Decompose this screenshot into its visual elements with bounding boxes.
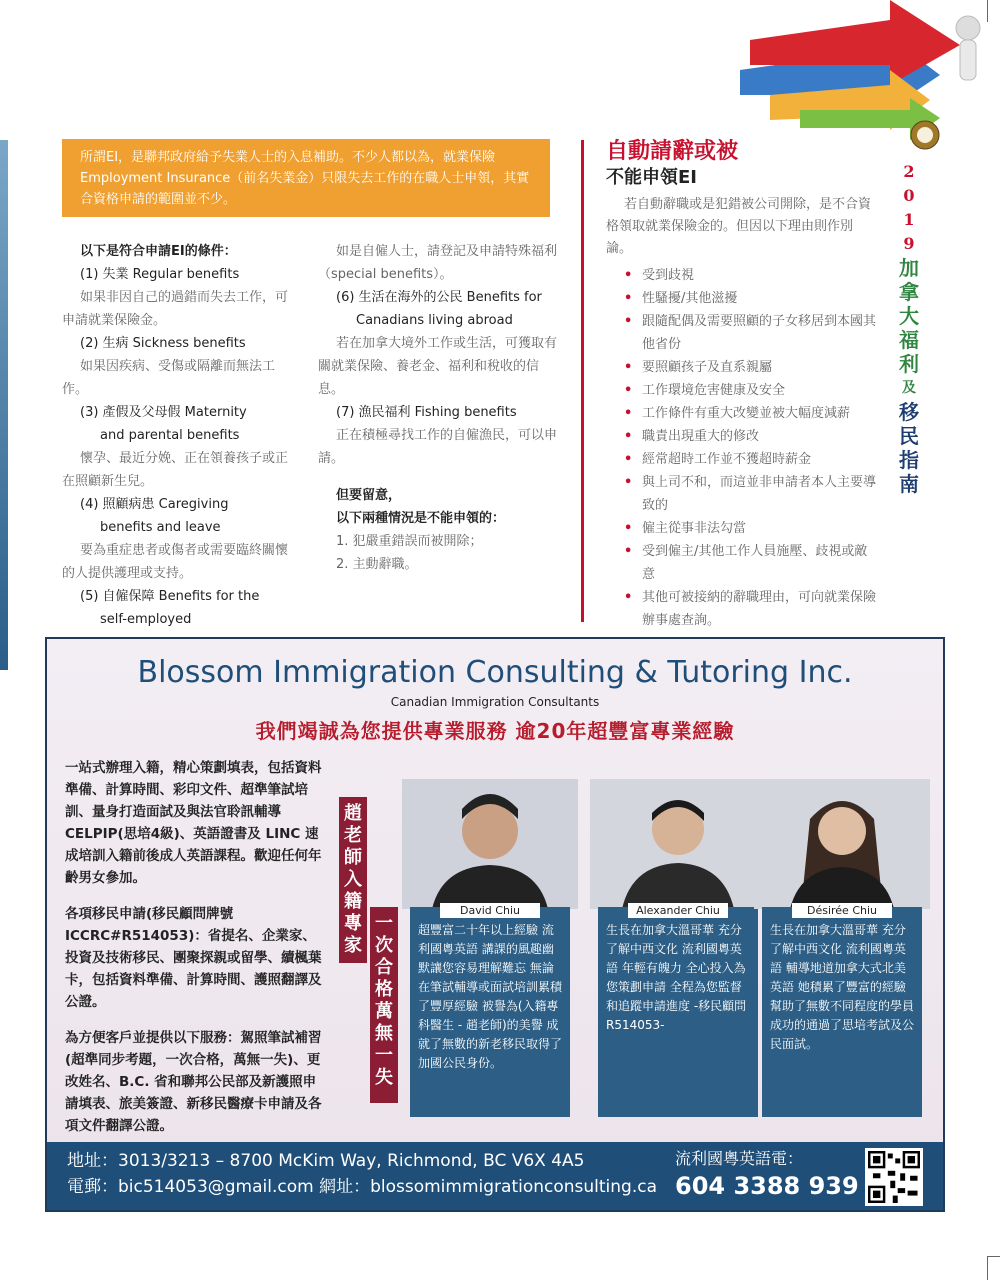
side-title-year-digit: 2 [903,162,915,181]
caution-item: 2. 主動辭職。 [336,557,418,572]
person-photo [754,779,930,909]
eligibility-item-title: (4) 照顧病患 Caregiving [80,497,229,512]
eligibility-item-title-cont: and parental benefits [100,428,240,443]
ad-subtitle: Canadian Immigration Consultants [390,695,600,709]
resign-reason: • 工作條件有重大改變並被大幅度減薪 [606,402,876,425]
resign-intro: 若自動辭職或是犯錯被公司開除，是不合資格領取就業保險金的。但因以下理由則作別論。 [606,197,872,256]
ad-contact-footer [47,1142,943,1210]
blossom-advertisement [45,637,945,1212]
side-title-char: 移 [899,400,919,424]
resign-reason: • 跟隨配偶及需要照顧的子女移居到本國其他省份 [606,310,876,356]
eligibility-column-2 [318,240,558,576]
person-card-david [402,779,578,1127]
column-divider [581,140,584,622]
banner-char: 一 [375,1045,393,1066]
resign-subtitle: 不能申領EI [606,167,697,188]
crop-mark [987,1256,1000,1257]
banner-char: 次 [375,935,393,956]
resign-section [606,138,876,632]
side-title-char: 利 [899,352,919,376]
qr-code-icon[interactable] [865,1148,923,1206]
side-title-char: 福 [899,328,919,352]
resign-reason: • 工作環境危害健康及安全 [606,379,876,402]
ad-banner-expert [339,797,367,963]
banner-char: 失 [375,1067,393,1088]
intro-text: 所謂EI，是聯邦政府給予失業人士的入息補助。不少人都以為，就業保險Employment Insurance（前名失業金）只限失去工作的在職人士申領，其實合資格申請的範圍並不少。 [80,150,530,207]
person-name: Alexander Chiu [628,903,728,918]
ad-slogan: 我們竭誠為您提供專業服務 逾20年超豐富專業經驗 [255,719,735,743]
eligibility-item-title-cont: Canadians living abroad [356,313,513,328]
person-desc: 超豐富二十年以上經驗 流利國粵英語 講課的風趣幽默讓您容易理解難忘 無論在筆試輔導或面試培訓累積了豐厚經驗 被譽為(入籍專科醫生 - 趙老師)的美譽 成就了無數的新老移民取得了加國公民身份。 [410,907,570,1117]
eligibility-item-body: 如是自僱人士，請登記及申請特殊福利（special benefits）。 [318,244,558,282]
intro-box [62,139,550,217]
resign-title: 自動請辭或被 [606,139,739,164]
banner-char: 一 [375,913,393,934]
resign-reason: • 要照顧孩子及直系親屬 [606,356,876,379]
person-name: David Chiu [440,903,540,918]
eligibility-item-body: 懷孕、最近分娩、正在領養孩子或正在照顧新生兒。 [62,451,289,489]
crop-mark [987,1256,988,1280]
side-title-char: 拿 [899,280,919,304]
caution-heading-1: 但要留意， [336,488,402,503]
resign-reason: • 受到僱主/其他工作人員施壓、歧視或敵意 [606,540,876,586]
ad-address: 地址：3013/3213 – 8700 McKim Way, Richmond, BC V6X 4A5 [67,1151,585,1171]
eligibility-heading: 以下是符合申請EI的條件： [80,244,237,259]
side-title-char: 大 [899,304,919,328]
eligibility-item-body: 如果因疾病、受傷或隔離而無法工作。 [62,359,276,397]
person-name: Désirée Chiu [792,903,892,918]
page-edge-strip [0,140,8,670]
banner-char: 趙 [344,803,362,824]
caution-heading-2: 以下兩種情況是不能申領的： [336,511,506,526]
eligibility-item-title: (1) 失業 Regular benefits [80,267,240,282]
eligibility-item-body: 要為重症患者或傷者或需要臨終關懷的人提供護理或支持。 [62,543,289,581]
side-title-char: 指 [899,448,919,472]
eligibility-item-body: 若在加拿大境外工作或生活，可獲取有關就業保險、養老金、福利和稅收的信息。 [318,336,558,397]
crop-mark [987,0,988,22]
person-desc: 生長在加拿大溫哥華 充分了解中西文化 流利國粵英語 輔導地道加拿大式北美英語 她積累了豐富的經驗幫助了無數不同程度的學員成功的通過了思培考試及公民面試。 [762,907,922,1117]
ad-company-name: Blossom Immigration Consulting & Tutoring Inc. [137,655,853,690]
resign-reason: • 僱主從事非法勾當 [606,517,876,540]
banner-char: 師 [344,847,362,868]
ad-paragraph: 為方便客戶並提供以下服務：駕照筆試補習(超準同步考題，一次合格，萬無一失)、更改姓名、B.C. 省和聯邦公民部及新護照申請填表、旅美簽證、新移民醫療卡申請及各項文件翻譯公證。 [65,1030,322,1134]
ad-paragraph: 各項移民申請(移民顧問牌號ICCRC#R514053)：省提名、企業家、投資及技術移民、團聚探親或留學、續楓葉卡，包括資料準備、計算時間、護照翻譯及公證。 [65,906,322,1010]
banner-char: 格 [375,979,393,1000]
banner-char: 無 [375,1023,393,1044]
banner-char: 老 [344,825,362,846]
side-title-year-digit: 1 [903,210,915,229]
eligibility-item-title: (3) 產假及父母假 Maternity [80,405,247,420]
eligibility-item-title-cont: benefits and leave [100,520,221,535]
resign-reason: • 其他可被接納的辭職理由，可向就業保險辦事處查詢。 [606,586,876,632]
ad-phone-label: 流利國粵英語電： [675,1149,804,1168]
banner-char: 家 [344,935,362,956]
side-title-char: 民 [899,424,919,448]
eligibility-item-title: (7) 漁民福利 Fishing benefits [336,405,517,420]
ad-service-paragraphs [65,757,327,1151]
side-title-conj: 及 [902,380,916,396]
side-section-title [895,160,923,496]
resign-reason: • 職責出現重大的修改 [606,425,876,448]
resign-reason: • 與上司不和，而這並非申請者本人主要導致的 [606,471,876,517]
person-desc: 生長在加拿大溫哥華 充分了解中西文化 流利國粵英語 年輕有魄力 全心投入為您策劃申請 全程為您監督和追蹤申請進度 -移民顧問 R514053- [598,907,758,1117]
resign-reason: • 受到歧視 [606,264,876,287]
side-title-char: 南 [899,472,919,496]
eligibility-item-title: (2) 生病 Sickness benefits [80,336,246,351]
eligibility-item-body: 如果非因自己的過錯而失去工作，可申請就業保險金。 [62,290,289,328]
arrows-figure-illustration [740,0,1000,150]
ad-email-website[interactable]: 電郵：bic514053@gmail.com 網址：blossomimmigrationconsulting.ca [67,1177,658,1197]
eligibility-item-title: (6) 生活在海外的公民 Benefits for [336,290,542,305]
side-title-char: 加 [899,256,919,280]
ad-contact-lines [67,1148,657,1200]
banner-char: 入 [344,869,362,890]
resign-reason: • 性騷擾/其他滋擾 [606,287,876,310]
eligibility-item-body: 正在積極尋找工作的自僱漁民，可以申請。 [318,428,558,466]
eligibility-column-1 [62,240,292,631]
side-title-year-digit: 9 [903,234,915,253]
ad-paragraph: 一站式辦理入籍，精心策劃填表，包括資料準備、計算時間、彩印文件、超準筆試培訓、量身打造面試及與法官聆訊輔導 CELPIP(思培4級)、英語證書及 LINC 速成培訓入籍前後成人英語課程。歡迎任何年齡男女參加。 [65,760,322,886]
banner-char: 合 [375,957,393,978]
eligibility-item-title: (5) 自僱保障 Benefits for the [80,589,260,604]
banner-char: 萬 [375,1001,393,1022]
caution-item: 1. 犯嚴重錯誤而被開除； [336,534,483,549]
person-card-desiree [754,779,930,1127]
person-card-alexander [590,779,766,1127]
person-photo [402,779,578,909]
eligibility-item-title-cont: self-employed [100,612,192,627]
ad-banner-guarantee [370,907,398,1103]
side-title-year-digit: 0 [903,186,915,205]
resign-reason-list [606,264,876,632]
banner-char: 籍 [344,891,362,912]
resign-reason: • 經常超時工作並不獲超時薪金 [606,448,876,471]
ad-phone-number[interactable]: 604 3388 939 [675,1172,859,1200]
person-photo [590,779,766,909]
banner-char: 專 [344,913,362,934]
